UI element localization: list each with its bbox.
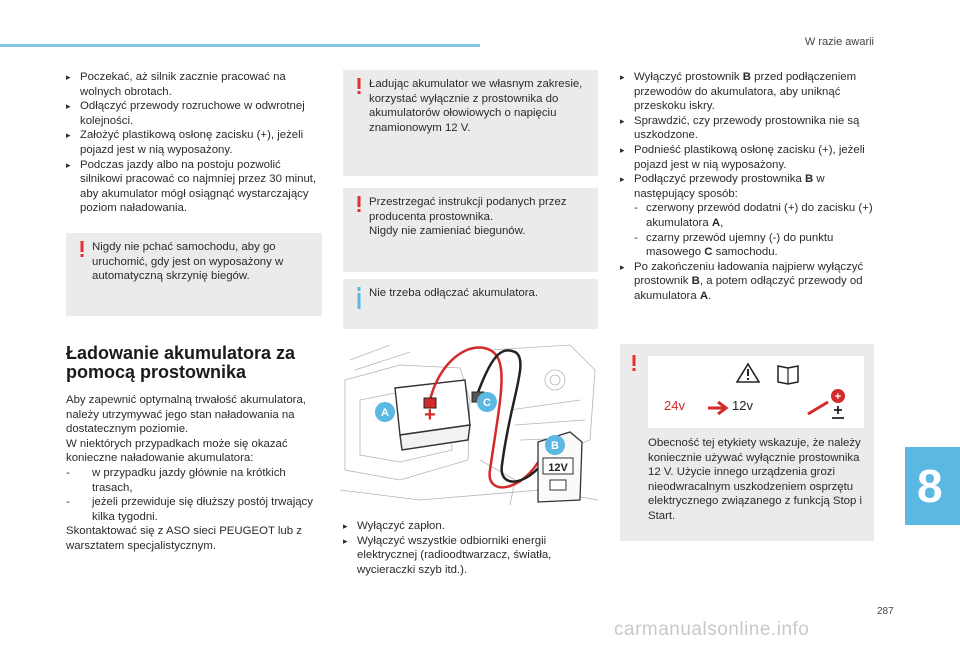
warning-text: Przestrzegać instrukcji podanych przez producenta prostownika. Nigdy nie zamieniać biegunów. [369,196,567,238]
list-item: ▸ Podnieść plastikową osłonę zacisku (+), jeżeli pojazd jest w nią wyposażony. [620,143,865,171]
exclamation-icon [628,354,640,372]
voltage-12-label: 12v [732,398,753,413]
steps-list-col3 [620,70,876,304]
svg-text:+: + [834,391,842,403]
label-a-marker [375,402,395,422]
warning-text: Ładując akumulator we własnym zakresie, korzystać wyłącznie z prostownika do akumulatorów ołowiowych o napięciu znamionowym 12 V. [369,78,583,134]
bullet-icon: ▸ [66,101,71,112]
bullet-icon: ▸ [66,159,71,170]
plus-terminal-mark: + [424,404,436,426]
watermark: carmanualsonline.info [614,619,810,640]
info-icon [353,287,365,309]
steps-list-col1 [66,70,324,216]
list-item: - czarny przewód ujemny (-) do punktu masowego C samochodu. [634,231,834,259]
list-item: ▸ Założyć plastikową osłonę zacisku (+), jeżeli pojazd jest w nią wyposażony. [66,129,304,156]
exclamation-icon [353,78,365,94]
warning-note-pushing [66,233,322,316]
warning-note-charger-type [343,70,598,176]
charging-intro [66,393,328,554]
info-text: Nie trzeba odłączać akumulatora. [369,287,539,299]
list-item: ▸ Wyłączyć prostownik B przed podłączeniem przewodów do akumulatora, aby uniknąć przeskoku iskry. [620,71,857,113]
bullet-icon: ▸ [343,535,348,546]
list-item: ▸ Sprawdzić, czy przewody prostownika nie są uszkodzone. [620,114,860,142]
bullet-icon: ▸ [343,521,348,531]
section-heading: Ładowanie akumulatora za pomocą prostownika [66,343,296,382]
page-number: 287 [877,606,894,617]
list-item: ▸ Po zakończeniu ładowania najpierw wyłączyć prostownik B, a potem odłączyć przewody od akumulatora A. [620,260,864,302]
bullet-icon: ▸ [620,72,625,82]
list-item: - czerwony przewód dodatni (+) do zacisku (+) akumulatora A, [634,202,873,229]
warning-sticker [648,356,864,428]
charger-label-panel [620,344,874,541]
list-item: ▸ Podłączyć przewody prostownika B w następujący sposób: [620,173,825,200]
list-item: - jeżeli przewiduje się dłuższy postój trwający kilka tygodni. [66,496,313,523]
top-accent-bar [0,44,480,47]
list-item: ▸ Wyłączyć wszystkie odbiorniki energii elektrycznej (radioodtwarzacz, światła, wycieraczki szyb itd.). [343,534,552,576]
warning-note-instructions [343,188,598,272]
exclamation-icon [353,196,365,212]
label-c-marker [477,392,497,412]
list-item: ▸ Podczas jazdy albo na postoju pozwolić silnikowi pracować co najmniej przez 30 minut, aby akumulator mógł osiągnąć wystarczający poziom naładowania. [66,158,317,215]
svg-text:C: C [483,397,491,409]
list-item: ▸ Poczekać, aż silnik zacznie pracować na wolnych obrotach. [66,71,286,98]
chapter-tab: 8 [905,447,960,525]
list-item: ▸ Wyłączyć zapłon. [343,520,445,532]
section-title: W razie awarii [804,36,874,48]
voltage-24-label: 24v [664,398,685,413]
exclamation-icon [76,241,88,257]
list-item: ▸ Odłączyć przewody rozruchowe w odwrotnej kolejności. [66,100,305,127]
bullet-icon: ▸ [66,130,71,141]
bullet-icon: ▸ [620,261,625,272]
contact-text: Skontaktować się z ASO sieci PEUGEOT lub z warsztatem specjalistycznym. [66,525,302,552]
sticker-graphics [648,356,864,428]
intro-text-2: W niektórych przypadkach może się okazać konieczne naładowanie akumulatora: [66,437,288,465]
label-note-text: Obecność tej etykiety wskazuje, że należy koniecznie używać wyłącznie prostownika 12 V. Użycie innego urządzenia grozi nieodwracalnym uszkodzeniem osprzętu elektrycznego związanego z funkcją Stop i Start. [648,437,863,522]
svg-text:B: B [551,440,559,452]
ground-icon [832,406,844,418]
svg-text:12V: 12V [548,462,568,474]
label-b-marker [545,435,565,455]
arrow-right-icon [708,402,726,414]
steps-list-col2 [343,519,599,577]
svg-text:A: A [381,407,389,419]
bullet-icon: ▸ [620,144,625,155]
list-item: - w przypadku jazdy głównie na krótkich trasach, [66,466,286,494]
battery-charging-illustration [340,340,600,508]
warning-text: Nigdy nie pchać samochodu, aby go uruchomić, gdy jest on wyposażony w automatyczną skrzynię biegów. [92,241,284,283]
clamp-icon [808,402,828,414]
info-note-disconnect [343,279,598,329]
intro-text: Aby zapewnić optymalną trwałość akumulatora, należy utrzymywać jego stan naładowania na dostatecznym poziomie. [66,394,306,436]
bullet-icon: ▸ [620,115,625,126]
bullet-icon: ▸ [620,174,625,185]
bullet-icon: ▸ [66,72,71,82]
